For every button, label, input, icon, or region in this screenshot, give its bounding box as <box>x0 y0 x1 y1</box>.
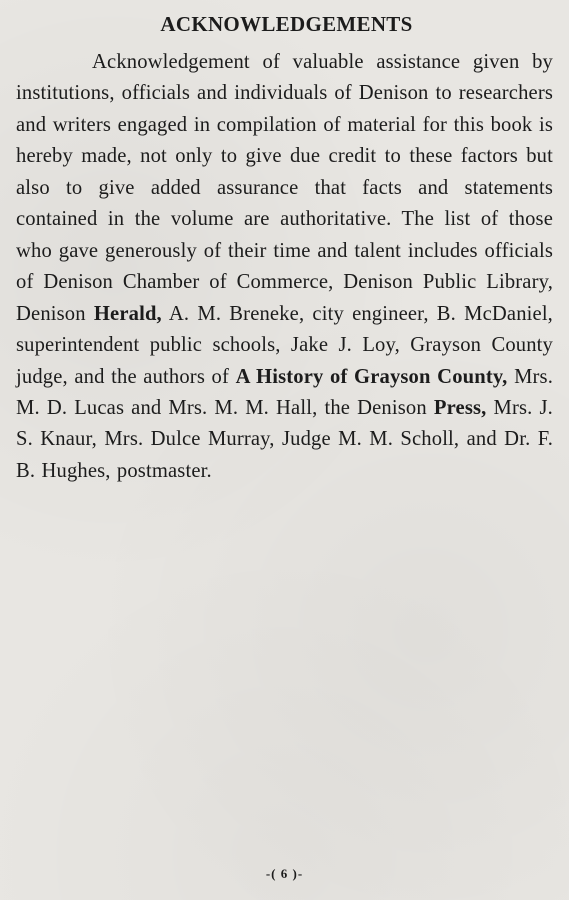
acknowledgement-paragraph <box>16 47 553 487</box>
paragraph-after-herald: A. M. Breneke, city engineer, B. McDaniel, superintendent public schools, Jake J. Loy, Grayson County judge, and the authors of <box>16 302 553 388</box>
paragraph-intro: Acknowledgement of valuable assistance given by institutions, officials and individuals of Denison to researchers and writers engaged in compilation of material for this book is hereby made, not only to give due credit to these factors but also to give added assurance that facts and statements contained in the volume are authoritative. The list of those who gave generously of their time and talent includes officials of Denison Chamber of Commerce, Denison Public Library, Denison <box>16 51 553 325</box>
press-title: Press, <box>433 396 487 419</box>
paragraph-after-book: Mrs. M. D. Lucas and Mrs. M. M. Hall, the Denison <box>16 365 553 419</box>
book-title: A History of Grayson County, <box>235 365 508 388</box>
page-number: -( 6 )- <box>265 866 304 881</box>
page-heading: ACKNOWLEDGEMENTS <box>160 12 413 36</box>
herald-title: Herald, <box>93 302 162 325</box>
paragraph-closing: Mrs. J. S. Knaur, Mrs. Dulce Murray, Judge M. M. Scholl, and Dr. F. B. Hughes, postmaster. <box>16 396 553 482</box>
